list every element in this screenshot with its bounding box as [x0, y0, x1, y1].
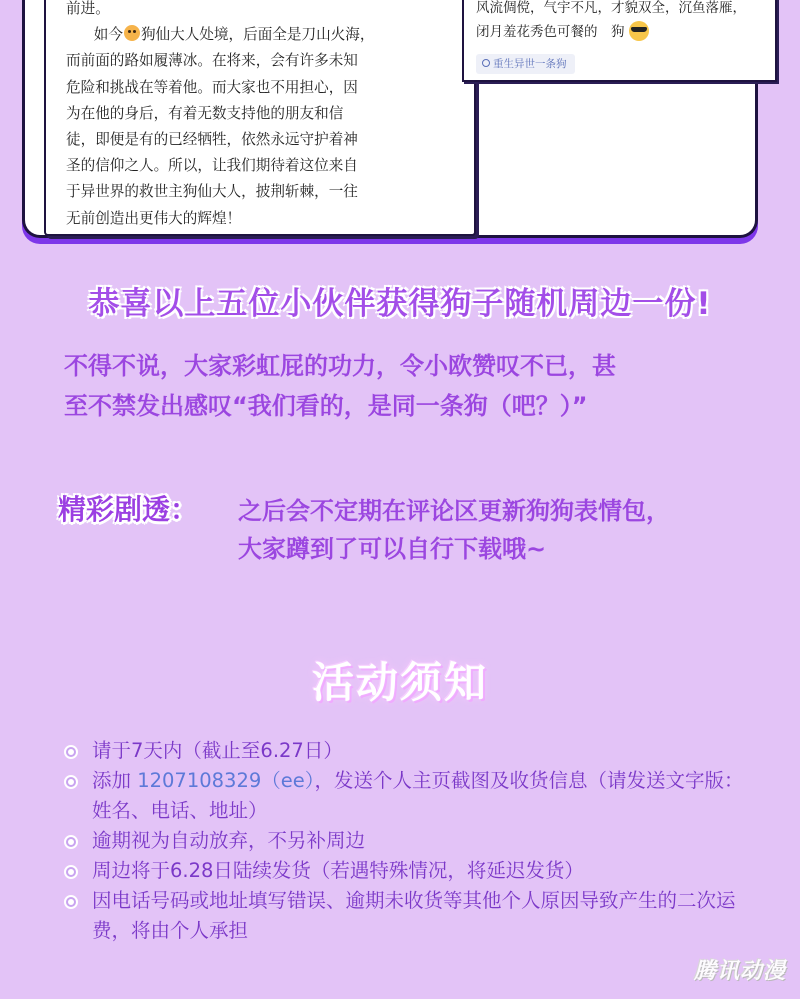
topic-tag-label: 重生异世一条狗	[493, 58, 567, 70]
contact-number[interactable]: 1207108329（ee）	[137, 769, 315, 792]
comment-line: 为在他的身后，有着无数支持他的朋友和信	[66, 104, 344, 122]
spoiler-text	[238, 492, 778, 568]
side-comment-line	[476, 20, 763, 44]
notice-item-text: 因电话号码或地址填写错误、逾期未收货等其他个人原因导致产生的二次运费，将由个人承担	[92, 889, 736, 942]
bullet-icon	[64, 775, 78, 789]
watermark-logo: 腾讯动漫	[693, 959, 786, 984]
dog-face-icon	[124, 25, 140, 41]
side-comment-card	[462, 0, 777, 82]
spoiler-line: 之后会不定期在评论区更新狗狗表情包，	[238, 497, 670, 525]
notice-title: 活动须知	[311, 658, 488, 707]
comment-line: 危险和挑战在等着他。而大家也不用担心，因	[66, 78, 358, 96]
notice-item	[62, 856, 762, 886]
comment-line: 前进。	[66, 0, 110, 17]
topic-tag[interactable]	[476, 54, 575, 74]
notice-item	[62, 766, 762, 826]
comment-line: 于异世界的救世主狗仙大人，披荆斩棘，一往	[66, 183, 358, 201]
notice-item-text: 请于7天内（截止至6.27日）	[92, 739, 343, 762]
comment-paragraph	[66, 22, 456, 48]
rainbow-line: 不得不说，大家彩虹屁的功力，令小欧赞叹不已，甚	[64, 352, 616, 380]
notice-item-text: ，发送个人主页截图及收货信息（请发送文字版：姓名、电话、地址）	[92, 769, 744, 822]
topic-icon	[482, 59, 490, 67]
sunglasses-face-icon	[629, 21, 649, 41]
rainbow-line: 至不禁发出感叹“我们看的，是同一条狗（吧？）”	[64, 392, 588, 420]
notice-item	[62, 736, 762, 766]
notice-item-text: 添加	[92, 769, 138, 792]
side-comment-line: 风流倜傥，气宇不凡，才貌双全，沉鱼落雁，	[476, 0, 746, 16]
spoiler-label: 精彩剧透：	[58, 493, 199, 526]
notice-item	[62, 826, 762, 856]
comment-line: 圣的信仰之人。所以，让我们期待着这位来自	[66, 157, 358, 175]
comment-text: 狗仙大人处境，后面全是刀山火海，	[140, 26, 375, 44]
notice-item-text: 周边将于6.28日陆续发货（若遇特殊情况，将延迟发货）	[92, 859, 584, 882]
rainbow-paragraph	[64, 346, 764, 426]
bullet-icon	[64, 745, 78, 759]
bullet-icon	[64, 865, 78, 879]
spoiler-line: 大家蹲到了可以自行下载哦~	[238, 535, 547, 563]
comment-line: 徒，即便是有的已经牺牲，依然永远守护着神	[66, 131, 358, 149]
comment-text: 如今	[93, 26, 123, 44]
comment-line: 无前创造出更伟大的辉煌！	[66, 209, 242, 227]
comment-line: 而前面的路如履薄冰。在将来，会有许多未知	[66, 52, 358, 70]
bullet-icon	[64, 895, 78, 909]
notice-item-text: 逾期视为自动放弃，不另补周边	[92, 829, 366, 852]
side-comment-text: 闭月羞花秀色可餐的 狗	[476, 24, 625, 40]
notice-item	[62, 886, 762, 946]
comment-card	[44, 0, 476, 236]
congrats-heading: 恭喜以上五位小伙伴获得狗子随机周边一份!	[88, 286, 712, 322]
bullet-icon	[64, 835, 78, 849]
notice-list	[62, 736, 762, 946]
